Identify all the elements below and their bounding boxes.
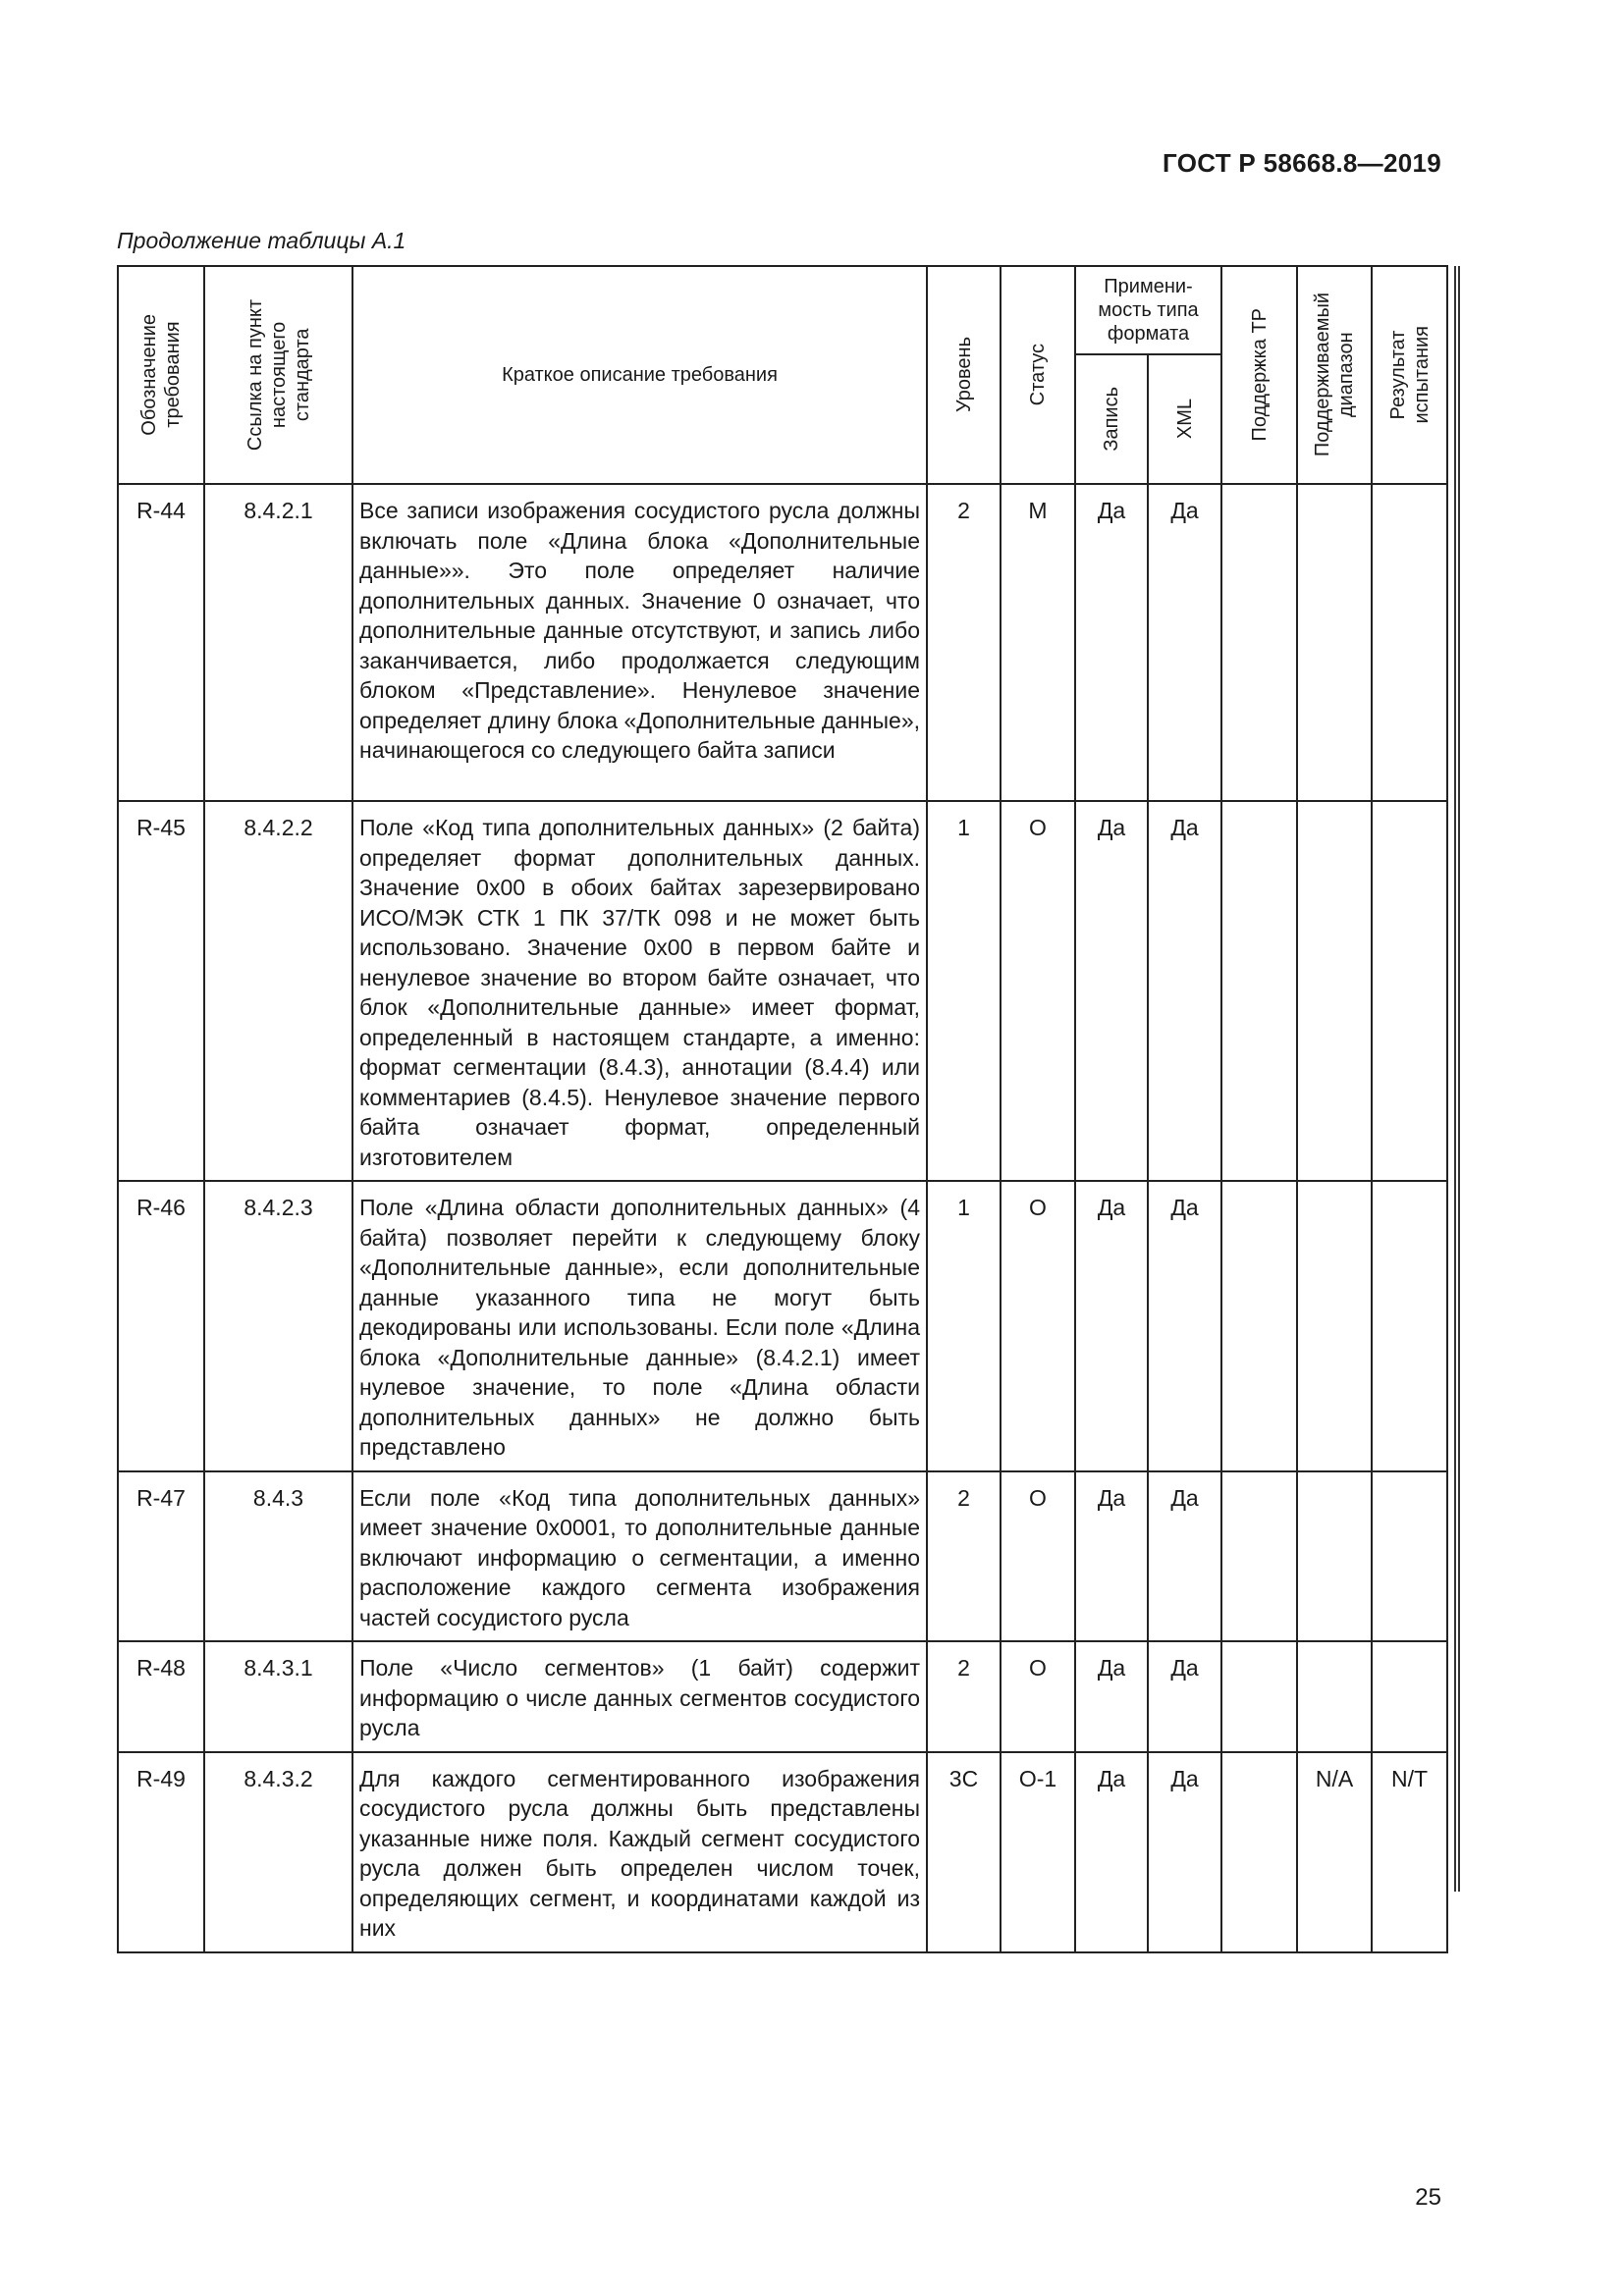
- cell-id: R-49: [118, 1752, 204, 1952]
- cell-xml: Да: [1148, 801, 1221, 1181]
- cell-tp-support: [1221, 1181, 1297, 1471]
- cell-level: 2: [927, 1471, 1001, 1642]
- revision-change-bar: [1454, 266, 1460, 1892]
- table-caption: Продолжение таблицы А.1: [117, 228, 406, 253]
- header-test-result: Результат испытания: [1372, 266, 1447, 484]
- cell-xml: Да: [1148, 1181, 1221, 1471]
- header-xml: XML: [1148, 354, 1221, 484]
- cell-description: Поле «Длина области дополнительных данных» (4 байта) позволяет перейти к следующему блоку «Дополнительные данные», если дополнительные данные указанного типа не могут быть декодированы или использованы. Если поле «Длина блока «Дополнительные данные» (8.4.2.1) имеет нулевое значение, то поле «Длина области дополнительных данных» не должно быть представлено: [352, 1181, 927, 1471]
- cell-description: Все записи изображения сосудистого русла должны включать поле «Длина блока «Дополнительные данные»». Это поле определяет наличие дополнительных данных. Значение 0 означает, что дополнительные данные отсутствуют, и запись либо заканчивается, либо продолжается следующим блоком «Представление». Ненулевое значение определяет длину блока «Дополнительные данные», начинающегося со следующего байта записи: [352, 484, 927, 801]
- cell-xml: Да: [1148, 1641, 1221, 1752]
- header-level: Уровень: [927, 266, 1001, 484]
- cell-tp-support: [1221, 1641, 1297, 1752]
- cell-status: О-1: [1001, 1752, 1075, 1952]
- cell-result: N/T: [1372, 1752, 1447, 1952]
- cell-tp-support: [1221, 1471, 1297, 1642]
- cell-ref: 8.4.2.2: [204, 801, 352, 1181]
- table-row: [118, 1181, 1447, 1471]
- requirements-table: [117, 265, 1448, 1953]
- cell-xml: Да: [1148, 1752, 1221, 1952]
- cell-level: 2: [927, 1641, 1001, 1752]
- cell-record: Да: [1075, 1181, 1148, 1471]
- page-number: 25: [1415, 2184, 1441, 2211]
- header-reference: Ссылка на пункт настоящего стандарта: [204, 266, 352, 484]
- cell-ref: 8.4.3: [204, 1471, 352, 1642]
- document-code: ГОСТ Р 58668.8—2019: [1163, 148, 1441, 178]
- cell-status: О: [1001, 801, 1075, 1181]
- header-row: [118, 266, 1447, 354]
- cell-ref: 8.4.2.1: [204, 484, 352, 801]
- cell-xml: Да: [1148, 484, 1221, 801]
- cell-record: Да: [1075, 1752, 1148, 1952]
- header-status: Статус: [1001, 266, 1075, 484]
- cell-result: [1372, 484, 1447, 801]
- cell-id: R-47: [118, 1471, 204, 1642]
- cell-id: R-46: [118, 1181, 204, 1471]
- cell-result: [1372, 801, 1447, 1181]
- table-row: [118, 801, 1447, 1181]
- cell-tp-support: [1221, 1752, 1297, 1952]
- cell-id: R-45: [118, 801, 204, 1181]
- table-row: [118, 1641, 1447, 1752]
- cell-record: Да: [1075, 1471, 1148, 1642]
- table-row: [118, 1471, 1447, 1642]
- cell-range: [1297, 1181, 1372, 1471]
- cell-result: [1372, 1181, 1447, 1471]
- cell-range: [1297, 1471, 1372, 1642]
- header-record: Запись: [1075, 354, 1148, 484]
- header-applicability: Примени- мость типа формата: [1075, 266, 1221, 354]
- header-description: Краткое описание требования: [352, 266, 927, 484]
- cell-tp-support: [1221, 801, 1297, 1181]
- cell-status: О: [1001, 1641, 1075, 1752]
- cell-range: [1297, 1641, 1372, 1752]
- cell-status: О: [1001, 1181, 1075, 1471]
- cell-range: N/A: [1297, 1752, 1372, 1952]
- cell-record: Да: [1075, 484, 1148, 801]
- cell-level: 1: [927, 1181, 1001, 1471]
- cell-result: [1372, 1641, 1447, 1752]
- cell-description: Поле «Код типа дополнительных данных» (2 байта) определяет формат дополнительных данных. Значение 0x00 в обоих байтах зарезервировано ИСО/МЭК СТК 1 ПК 37/ТК 098 и не может быть использовано. Значение 0x00 в первом байте и ненулевое значение во втором байте означает, что блок «Дополнительные данные» имеет формат, определенный в настоящем стандарте, а именно: формат сегментации (8.4.3), аннотации (8.4.4) или комментариев (8.4.5). Ненулевое значение первого байта означает формат, определенный изготовителем: [352, 801, 927, 1181]
- table-row: [118, 484, 1447, 801]
- cell-record: Да: [1075, 1641, 1148, 1752]
- header-supported-range: Поддерживаемый диапазон: [1297, 266, 1372, 484]
- cell-record: Да: [1075, 801, 1148, 1181]
- cell-level: 1: [927, 801, 1001, 1181]
- cell-ref: 8.4.3.2: [204, 1752, 352, 1952]
- cell-range: [1297, 484, 1372, 801]
- cell-range: [1297, 801, 1372, 1181]
- cell-status: М: [1001, 484, 1075, 801]
- cell-ref: 8.4.2.3: [204, 1181, 352, 1471]
- cell-description: Если поле «Код типа дополнительных данных» имеет значение 0x0001, то дополнительные данные включают информацию о сегментации, а именно расположение каждого сегмента изображения частей сосудистого русла: [352, 1471, 927, 1642]
- cell-tp-support: [1221, 484, 1297, 801]
- cell-level: 2: [927, 484, 1001, 801]
- cell-status: О: [1001, 1471, 1075, 1642]
- header-tp-support: Поддержка ТР: [1221, 266, 1297, 484]
- cell-ref: 8.4.3.1: [204, 1641, 352, 1752]
- cell-description: Поле «Число сегментов» (1 байт) содержит информацию о числе данных сегментов сосудистого русла: [352, 1641, 927, 1752]
- cell-level: 3С: [927, 1752, 1001, 1952]
- cell-description: Для каждого сегментированного изображения сосудистого русла должны быть представлены указанные ниже поля. Каждый сегмент сосудистого русла должен быть определен числом точек, определяющих сегмент, и координатами каждой из них: [352, 1752, 927, 1952]
- cell-id: R-48: [118, 1641, 204, 1752]
- header-designation: Обозначение требования: [118, 266, 204, 484]
- cell-id: R-44: [118, 484, 204, 801]
- cell-xml: Да: [1148, 1471, 1221, 1642]
- table-row: [118, 1752, 1447, 1952]
- cell-result: [1372, 1471, 1447, 1642]
